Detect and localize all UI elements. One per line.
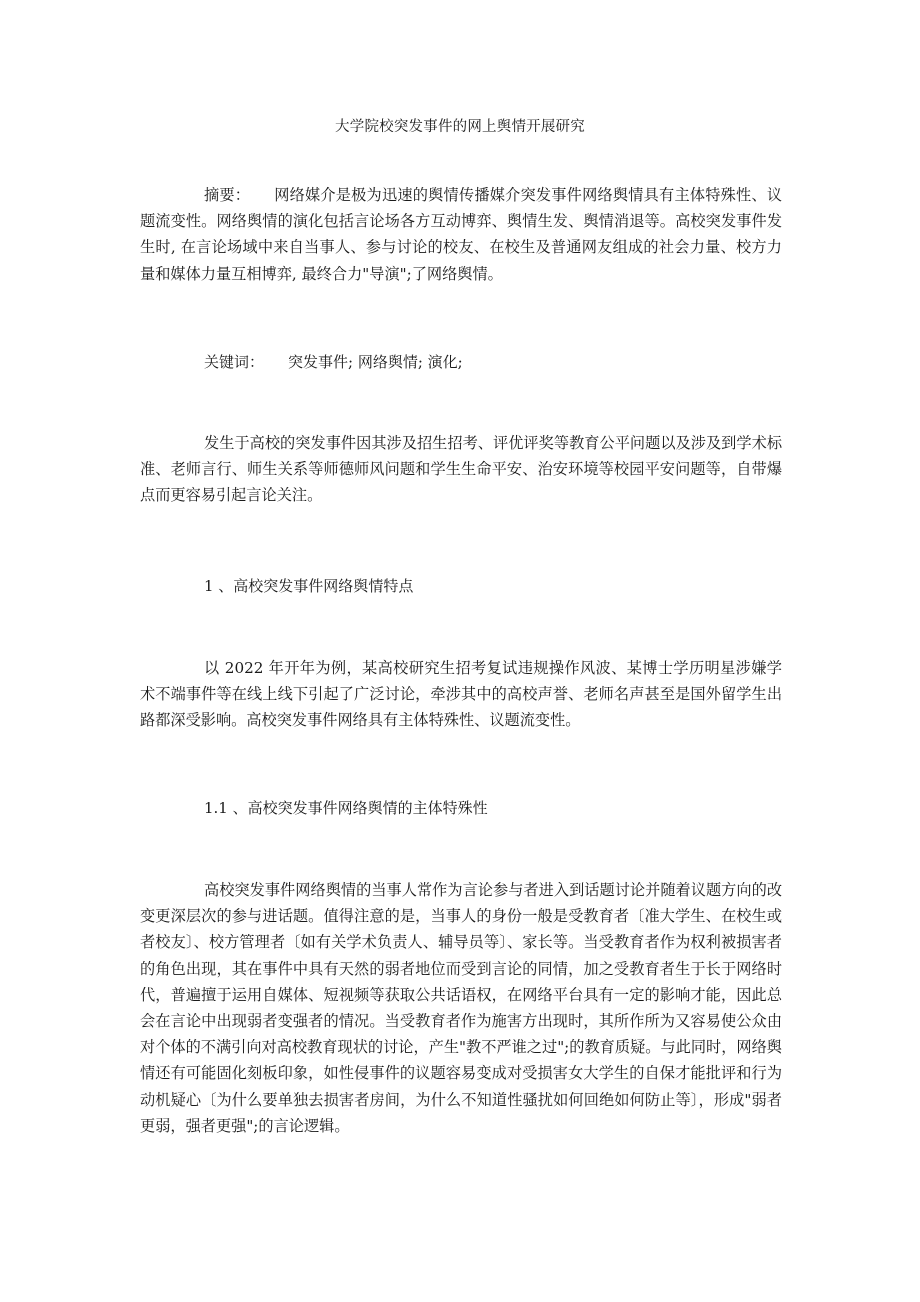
abstract-text: 网络媒介是极为迅速的舆情传播媒介突发事件网络舆情具有主体特殊性、议题流变性。网络舆情的演化包括言论场各方互动博弈、舆情生发、舆情消退等。高校突发事件发生时, 在言论场域中来自当事人、参与讨论的校友、在校生及普通网友组成的社会力量、校方力量和媒体力量互相博弈, 最终合力"导演";了网络舆情。 (140, 186, 783, 283)
intro-paragraph: 发生于高校的突发事件因其涉及招生招考、评优评奖等教育公平问题以及涉及到学术标准、老师言行、师生关系等师德师风问题和学生生命平安、治安环境等校园平安问题等，自带爆点而更容易引起言论关注。 (140, 434, 782, 505)
keywords-label: 关键词： (204, 353, 265, 371)
abstract-paragraph (140, 182, 782, 287)
section-1-1-heading: 1.1 、高校突发事件网络舆情的主体特殊性 (204, 799, 488, 817)
document-title: 大学院校突发事件的网上舆情开展研究 (335, 119, 585, 135)
section-1-paragraph: 以 2022 年开年为例，某高校研究生招考复试违规操作风波、某博士学历明星涉嫌学术不端事件等在线上线下引起了广泛讨论，牵涉其中的高校声誉、老师名声甚至是国外留学生出路都深受影响。高校突发事件网络具有主体特殊性、议题流变性。 (140, 659, 782, 730)
keywords-line (204, 350, 463, 374)
abstract-label: 摘要： (204, 186, 251, 204)
section-1-heading: 1 、高校突发事件网络舆情特点 (204, 577, 414, 595)
keywords-text: 突发事件; 网络舆情; 演化; (288, 353, 463, 371)
section-1-1-paragraph: 高校突发事件网络舆情的当事人常作为言论参与者进入到话题讨论并随着议题方向的改变更深层次的参与进话题。值得注意的是，当事人的身份一般是受教育者〔准大学生、在校生或者校友〕、校方管理者〔如有关学术负责人、辅导员等〕、家长等。当受教育者作为权利被损害者的角色出现，其在事件中具有天然的弱者地位而受到言论的同情，加之受教育者生于长于网络时代，普遍擅于运用自媒体、短视频等获取公共话语权，在网络平台具有一定的影响才能，因此总会在言论中出现弱者变强者的情况。当受教育者作为施害方出现时，其所作所为又容易使公众由对个体的不满引向对高校教育现状的讨论，产生"教不严谁之过";的教育质疑。与此同时，网络舆情还有可能固化刻板印象，如性侵事件的议题容易变成对受损害女大学生的自保才能批评和行为动机疑心〔为什么要单独去损害者房间，为什么不知道性骚扰如何回绝如何防止等〕，形成"弱者更弱，强者更强";的言论逻辑。 (140, 881, 782, 1135)
